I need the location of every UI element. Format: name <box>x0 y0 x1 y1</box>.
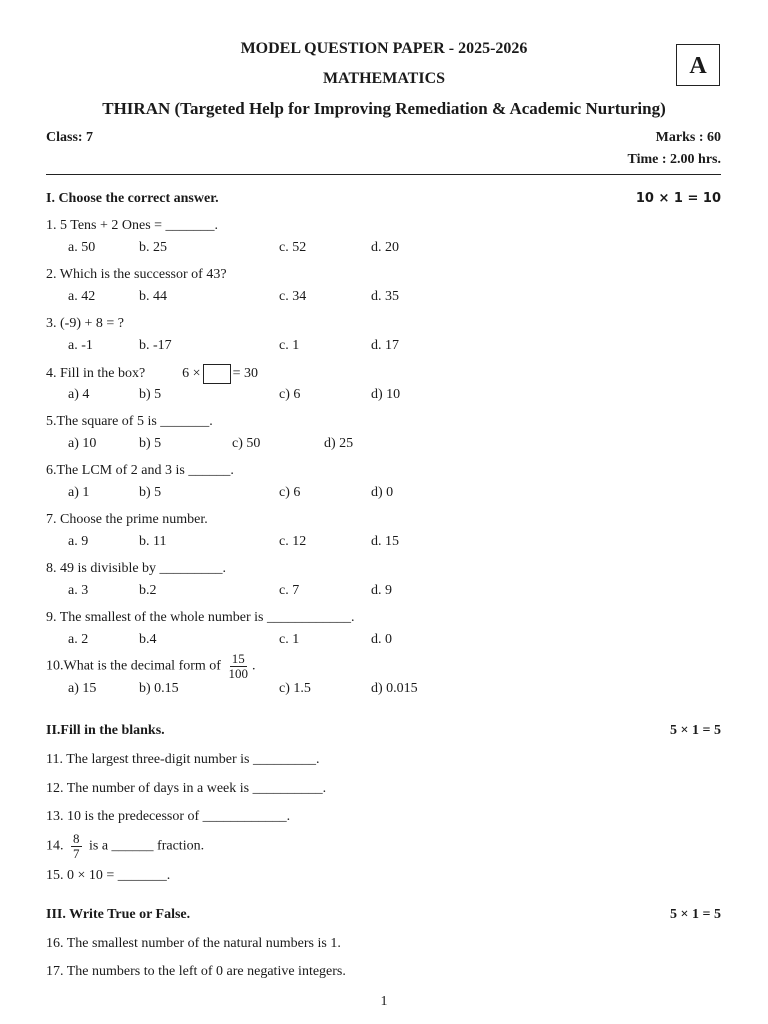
marks-label: Marks : 60 <box>655 130 721 145</box>
q10-option-c: c) 1.5 <box>279 681 311 696</box>
q9-option-d: d. 0 <box>371 632 392 647</box>
answer-box <box>203 364 231 384</box>
q14-text: is a ______ fraction. <box>89 838 205 854</box>
q8-option-b: b.2 <box>139 583 157 598</box>
section1-title: I. Choose the correct answer. <box>46 191 219 206</box>
time-label: Time : 2.00 hrs. <box>627 152 721 167</box>
question-9: 9. The smallest of the whole number is ____________. <box>46 610 355 625</box>
question-16: 16. The smallest number of the natural numbers is 1. <box>46 936 341 951</box>
section1-marks: 10 × 1 = 10 <box>635 191 721 206</box>
header-divider <box>46 174 721 175</box>
q2-option-b: b. 44 <box>139 289 167 304</box>
q1-option-a: a. 50 <box>68 240 96 255</box>
q5-option-d: d) 25 <box>324 436 354 451</box>
q3-option-b: b. -17 <box>139 338 172 353</box>
q4-text: 4. Fill in the box? <box>46 366 146 382</box>
fraction-8-7 <box>71 832 82 861</box>
section2-title: II.Fill in the blanks. <box>46 723 165 738</box>
q10-option-b: b) 0.15 <box>139 681 179 696</box>
q9-option-c: c. 1 <box>279 632 300 647</box>
q5-option-b: b) 5 <box>139 436 162 451</box>
program-title: THIRAN (Targeted Help for Improving Remediation & Academic Nurturing) <box>102 99 666 118</box>
q3-option-d: d. 17 <box>371 338 399 353</box>
q4-expr-left: 6 × <box>182 366 201 382</box>
q8-option-a: a. 3 <box>68 583 89 598</box>
q1-option-c: c. 52 <box>279 240 307 255</box>
fraction-numerator: 15 <box>231 651 245 666</box>
q8-option-d: d. 9 <box>371 583 392 598</box>
subject-title: MATHEMATICS <box>322 70 446 87</box>
q5-option-c: c) 50 <box>232 436 261 451</box>
q1-option-b: b. 25 <box>139 240 167 255</box>
q3-option-a: a. -1 <box>68 338 93 353</box>
q7-option-c: c. 12 <box>279 534 307 549</box>
q4-option-b: b) 5 <box>139 387 162 402</box>
question-1: 1. 5 Tens + 2 Ones = _______. <box>46 218 219 233</box>
set-letter-box: A <box>676 44 720 86</box>
fraction-15-100 <box>228 652 248 681</box>
q3-option-c: c. 1 <box>279 338 300 353</box>
q2-option-d: d. 35 <box>371 289 399 304</box>
q7-option-d: d. 15 <box>371 534 399 549</box>
section3-title: III. Write True or False. <box>46 907 191 922</box>
q4-option-a: a) 4 <box>68 387 90 402</box>
q5-option-a: a) 10 <box>68 436 97 451</box>
q8-option-c: c. 7 <box>279 583 300 598</box>
question-3: 3. (-9) + 8 = ? <box>46 316 124 331</box>
q10-option-a: a) 15 <box>68 681 97 696</box>
question-12: 12. The number of days in a week is __________. <box>46 781 327 796</box>
question-11: 11. The largest three-digit number is _________. <box>46 752 320 767</box>
question-13: 13. 10 is the predecessor of ____________. <box>46 809 291 824</box>
q6-option-c: c) 6 <box>279 485 301 500</box>
q7-option-a: a. 9 <box>68 534 89 549</box>
q10-text: 10.What is the decimal form of <box>46 658 221 674</box>
q10-tail: . <box>251 658 256 674</box>
question-8: 8. 49 is divisible by _________. <box>46 561 227 576</box>
q6-option-d: d) 0 <box>371 485 394 500</box>
fraction-numerator: 8 <box>73 831 80 846</box>
class-label: Class: 7 <box>46 130 94 145</box>
question-5: 5.The square of 5 is _______. <box>46 414 213 429</box>
fraction-denominator: 100 <box>228 666 248 681</box>
q2-option-c: c. 34 <box>279 289 307 304</box>
page-number: 1 <box>380 994 388 1009</box>
section2-marks: 5 × 1 = 5 <box>670 723 721 738</box>
section3-marks: 5 × 1 = 5 <box>670 907 721 922</box>
q14-number: 14. <box>46 838 64 854</box>
q6-option-b: b) 5 <box>139 485 162 500</box>
paper-title: MODEL QUESTION PAPER - 2025-2026 <box>240 40 528 57</box>
q10-option-d: d) 0.015 <box>371 681 418 696</box>
q4-option-d: d) 10 <box>371 387 401 402</box>
question-15: 15. 0 × 10 = _______. <box>46 868 171 883</box>
question-7: 7. Choose the prime number. <box>46 512 208 527</box>
fraction-denominator: 7 <box>73 846 80 861</box>
q9-option-b: b.4 <box>139 632 157 647</box>
question-17: 17. The numbers to the left of 0 are negative integers. <box>46 964 346 979</box>
question-4 <box>46 364 258 384</box>
question-2: 2. Which is the successor of 43? <box>46 267 227 282</box>
question-6: 6.The LCM of 2 and 3 is ______. <box>46 463 234 478</box>
q4-expr-right: = 30 <box>232 366 258 382</box>
q4-option-c: c) 6 <box>279 387 301 402</box>
q7-option-b: b. 11 <box>139 534 167 549</box>
question-14 <box>46 832 204 861</box>
q1-option-d: d. 20 <box>371 240 399 255</box>
question-10 <box>46 652 255 681</box>
q2-option-a: a. 42 <box>68 289 96 304</box>
q6-option-a: a) 1 <box>68 485 90 500</box>
q9-option-a: a. 2 <box>68 632 89 647</box>
